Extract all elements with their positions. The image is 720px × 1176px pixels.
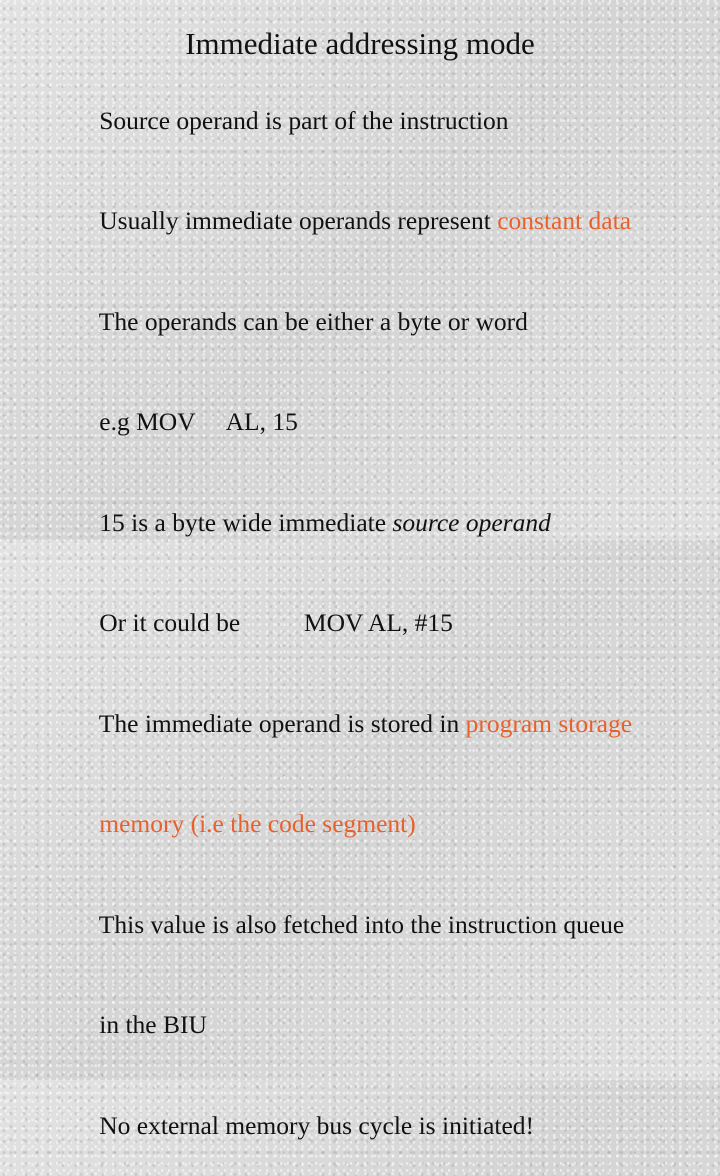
body-line-stored-in [61, 673, 711, 774]
slide-title: Immediate addressing mode [185, 26, 535, 61]
line-text: No external memory bus cycle is initiated! [99, 1110, 535, 1140]
body-line-code-segment [61, 774, 711, 875]
line-text: This value is also fetched into the instruction queue [98, 909, 625, 939]
body-line-byte-or-word [61, 271, 711, 372]
italic-source-operand: source operand [392, 507, 551, 537]
highlight-program-storage: program storage [465, 708, 633, 738]
body-line-byte-wide [61, 472, 711, 573]
highlight-constant-data: constant data [497, 206, 632, 235]
highlight-code-segment: memory (i.e the code segment) [99, 809, 416, 838]
body-line-source-operand [61, 70, 711, 171]
line-text: 15 is a byte wide immediate [99, 507, 393, 537]
body-line-immediate-operands [61, 171, 711, 272]
line-text: The operands can be either a byte or word [98, 306, 528, 336]
line-text: in the BIU [99, 1010, 207, 1039]
body-line-biu [61, 975, 711, 1076]
body-line-alternative-mov [61, 573, 711, 674]
body-line-no-bus-cycle [61, 1075, 711, 1176]
line-text: Usually immediate operands represent [99, 206, 498, 235]
body-line-instruction-queue [61, 874, 711, 975]
line-text: Source operand is part of the instruction [99, 105, 509, 135]
line-text: The immediate operand is stored in [98, 708, 466, 738]
slide-body [61, 70, 711, 1176]
code-example: e.g MOV AL, 15 [99, 407, 298, 436]
code-example: Or it could be MOV AL, #15 [99, 608, 453, 637]
body-line-example-mov [61, 372, 711, 473]
